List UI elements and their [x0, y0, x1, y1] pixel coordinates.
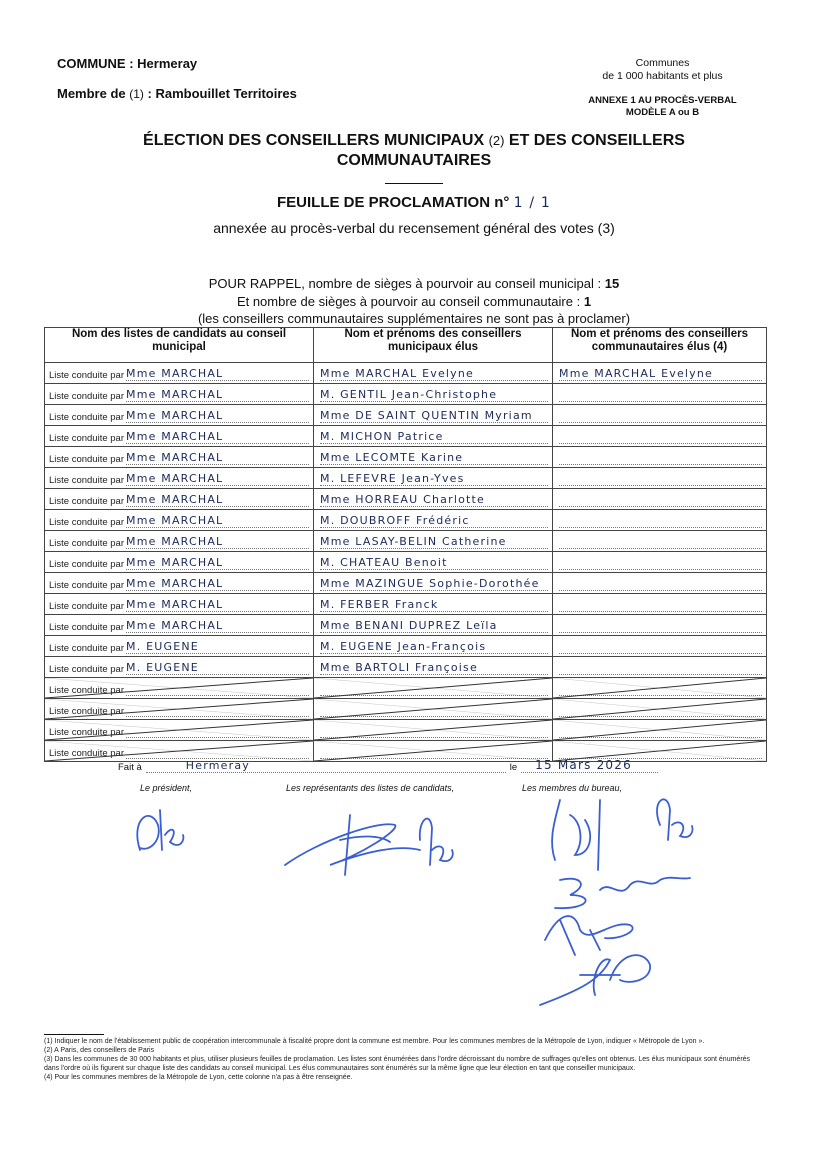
cell-municipal	[314, 489, 553, 510]
row-label: Liste conduite par	[49, 664, 124, 675]
cross-out-lines	[314, 699, 552, 719]
signatures	[0, 780, 827, 1020]
municipal-value: M. LEFEVRE Jean-Yves	[320, 472, 465, 485]
leader-value: Mme MARCHAL	[126, 388, 224, 401]
leader-value: Mme MARCHAL	[126, 472, 224, 485]
rappel	[60, 275, 768, 328]
cross-out-lines	[45, 720, 313, 740]
annex-line1: ANNEXE 1 AU PROCÈS-VERBAL	[588, 95, 737, 106]
sheet-title	[60, 194, 768, 211]
cell-leader	[45, 447, 314, 468]
cell-community	[553, 510, 767, 531]
title-divider	[385, 183, 443, 184]
cell-municipal	[314, 468, 553, 489]
row-label: Liste conduite par	[49, 685, 124, 696]
table-row	[45, 405, 767, 426]
table-row	[45, 615, 767, 636]
cell-leader	[45, 363, 314, 384]
cell-community	[553, 489, 767, 510]
cross-out-lines	[45, 699, 313, 719]
municipal-value: M. GENTIL Jean-Christophe	[320, 388, 498, 401]
table-row	[45, 363, 767, 384]
cell-leader	[45, 510, 314, 531]
representants-label: Les représentants des listes de candidats,	[286, 783, 455, 793]
cross-out-lines	[553, 678, 766, 698]
header-lists: Nom des listes de candidats au conseil municipal	[45, 328, 314, 363]
table-row	[45, 510, 767, 531]
footnote-1: (1) Indiquer le nom de l'établissement public de coopération intercommunale à fiscalité propre dont la commune est membre. Pour les communes membres de la Métropole de Lyon, indiquer « Métropole de Lyon ».	[44, 1038, 705, 1045]
cell-leader	[45, 573, 314, 594]
cross-out-lines	[314, 720, 552, 740]
category-line1: Communes	[635, 57, 690, 69]
municipal-seats: 15	[604, 276, 620, 291]
membre-note: (1)	[129, 87, 144, 101]
table-row	[45, 468, 767, 489]
table-row-crossed-out	[45, 678, 767, 699]
row-label: Liste conduite par	[49, 496, 124, 507]
commune-label: COMMUNE	[57, 56, 126, 71]
membre-line: Membre de (1) : Rambouillet Territoires	[57, 86, 297, 101]
municipal-value: M. FERBER Franck	[320, 598, 439, 611]
table-row-crossed-out	[45, 699, 767, 720]
cell-municipal	[314, 531, 553, 552]
header-municipal: Nom et prénoms des conseillers municipaux élus	[314, 328, 553, 363]
category	[570, 57, 755, 83]
signature-membre-5	[540, 955, 650, 1005]
commune-value: Hermeray	[137, 56, 198, 71]
cell-community	[553, 531, 767, 552]
cell-community	[553, 636, 767, 657]
cell-community	[553, 615, 767, 636]
community-seats: 1	[583, 293, 592, 309]
signature-representant-1	[285, 815, 420, 875]
municipal-value: Mme LECOMTE Karine	[320, 451, 464, 464]
proclamation-table	[44, 327, 767, 762]
municipal-value: M. DOUBROFF Frédéric	[320, 514, 470, 527]
cross-out-lines	[45, 678, 313, 698]
signature-president	[137, 810, 183, 850]
sheet-subtitle: annexée au procès-verbal du recensement général des votes (3)	[213, 220, 615, 236]
rappel-line2: Et nombre de sièges à pourvoir au conseil communautaire :	[236, 293, 581, 309]
leader-value: Mme MARCHAL	[126, 535, 224, 548]
cell-community	[553, 363, 767, 384]
leader-value: Mme MARCHAL	[126, 514, 224, 527]
table-row-crossed-out	[45, 720, 767, 741]
municipal-value: M. MICHON Patrice	[320, 430, 444, 443]
cell-leader	[45, 720, 314, 741]
le-label: le	[509, 762, 518, 773]
fait-line	[118, 758, 658, 773]
date-value: 15 Mars 2026	[535, 758, 632, 772]
cell-municipal	[314, 720, 553, 741]
row-label: Liste conduite par	[49, 412, 124, 423]
municipal-value: Mme BENANI DUPREZ Leïla	[320, 619, 498, 632]
page-title	[60, 131, 768, 171]
municipal-value: Mme DE SAINT QUENTIN Myriam	[320, 409, 533, 422]
cell-community	[553, 552, 767, 573]
title-line2: COMMUNAUTAIRES	[336, 152, 492, 169]
cell-municipal	[314, 699, 553, 720]
row-label: Liste conduite par	[49, 643, 124, 654]
cell-leader	[45, 552, 314, 573]
commune-line: COMMUNE : Hermeray	[57, 56, 198, 71]
community-value: Mme MARCHAL Evelyne	[559, 367, 714, 380]
row-label: Liste conduite par	[49, 727, 124, 738]
municipal-value: M. CHATEAU Benoit	[320, 556, 448, 569]
cell-community	[553, 573, 767, 594]
header-community: Nom et prénoms des conseillers communautaires élus (4)	[553, 328, 767, 363]
row-label: Liste conduite par	[49, 601, 124, 612]
signature-membre-3	[555, 878, 690, 908]
municipal-value: Mme MAZINGUE Sophie-Dorothée	[320, 577, 540, 590]
annex-line2: MODÈLE A ou B	[625, 107, 700, 118]
leader-value: Mme MARCHAL	[126, 451, 224, 464]
footnote-2: (2) A Paris, des conseillers de Paris	[44, 1047, 155, 1054]
membre-label: Membre de	[57, 86, 126, 101]
place-value: Hermeray	[185, 759, 250, 772]
municipal-value: Mme LASAY-BELIN Catherine	[320, 535, 507, 548]
cell-leader	[45, 531, 314, 552]
table-row	[45, 552, 767, 573]
footnote-divider	[44, 1034, 104, 1035]
table-row	[45, 531, 767, 552]
cell-community	[553, 447, 767, 468]
signature-representant-2	[420, 819, 453, 865]
row-label: Liste conduite par	[49, 622, 124, 633]
row-label: Liste conduite par	[49, 706, 124, 717]
leader-value: M. EUGENE	[126, 661, 199, 674]
cell-leader	[45, 657, 314, 678]
cell-leader	[45, 426, 314, 447]
signature-membre-1	[552, 800, 600, 870]
leader-value: M. EUGENE	[126, 640, 199, 653]
table-row	[45, 657, 767, 678]
municipal-value: Mme HORREAU Charlotte	[320, 493, 486, 506]
cell-leader	[45, 594, 314, 615]
cell-community	[553, 594, 767, 615]
signature-membre-2	[657, 799, 693, 840]
cell-leader	[45, 615, 314, 636]
cell-leader	[45, 699, 314, 720]
cell-municipal	[314, 363, 553, 384]
table-row	[45, 489, 767, 510]
cross-out-lines	[314, 678, 552, 698]
sheet-label: FEUILLE DE PROCLAMATION n°	[277, 194, 510, 211]
cell-leader	[45, 636, 314, 657]
footnote-4: (4) Pour les communes membres de la Métropole de Lyon, cette colonne n'a pas à être renseignée.	[44, 1074, 353, 1081]
leader-value: Mme MARCHAL	[126, 409, 224, 422]
title-line1: ÉLECTION DES CONSEILLERS MUNICIPAUX	[143, 132, 485, 149]
row-label: Liste conduite par	[49, 517, 124, 528]
signature-membre-4	[545, 916, 633, 955]
cell-municipal	[314, 615, 553, 636]
annex	[560, 95, 765, 119]
leader-value: Mme MARCHAL	[126, 598, 224, 611]
cell-leader	[45, 468, 314, 489]
president-label: Le président,	[140, 783, 193, 793]
cross-out-lines	[553, 720, 766, 740]
municipal-value: Mme MARCHAL Evelyne	[320, 367, 475, 380]
row-label: Liste conduite par	[49, 538, 124, 549]
cell-community	[553, 468, 767, 489]
cell-community	[553, 384, 767, 405]
leader-value: Mme MARCHAL	[126, 556, 224, 569]
cell-municipal	[314, 510, 553, 531]
row-label: Liste conduite par	[49, 559, 124, 570]
row-label: Liste conduite par	[49, 454, 124, 465]
cell-municipal	[314, 657, 553, 678]
table-row	[45, 447, 767, 468]
footnote-3: (3) Dans les communes de 30 000 habitants et plus, utiliser plusieurs feuilles de proclamation. Les listes sont énumérées dans l'ordre décroissant du nombre de suffrages qu'elles ont obtenus. Les élus municipaux sont énumérés dans l'ordre où ils figurent sur chaque liste des candidats au conseil municipal. Les élus communautaires sont énumérés sur la même ligne que leur élection en tant que conseiller municipaux.	[44, 1056, 751, 1072]
cell-leader	[45, 384, 314, 405]
row-label: Liste conduite par	[49, 433, 124, 444]
cell-community	[553, 426, 767, 447]
cell-municipal	[314, 678, 553, 699]
row-label: Liste conduite par	[49, 748, 124, 759]
cell-leader	[45, 489, 314, 510]
leader-value: Mme MARCHAL	[126, 367, 224, 380]
cell-community	[553, 657, 767, 678]
membre-value: Rambouillet Territoires	[155, 86, 297, 101]
title-note: (2)	[488, 133, 505, 148]
leader-value: Mme MARCHAL	[126, 619, 224, 632]
table-row	[45, 426, 767, 447]
cell-community	[553, 405, 767, 426]
cell-leader	[45, 405, 314, 426]
title-line1-end: ET DES CONSEILLERS	[508, 132, 685, 149]
rappel-line1: POUR RAPPEL, nombre de sièges à pourvoir au conseil municipal :	[208, 276, 602, 291]
sheet-number: 1 / 1	[513, 195, 551, 211]
cell-municipal	[314, 447, 553, 468]
municipal-value: M. EUGENE Jean-François	[320, 640, 487, 653]
row-label: Liste conduite par	[49, 391, 124, 402]
cell-community	[553, 699, 767, 720]
cell-municipal	[314, 552, 553, 573]
leader-value: Mme MARCHAL	[126, 493, 224, 506]
cell-municipal	[314, 426, 553, 447]
row-label: Liste conduite par	[49, 580, 124, 591]
table-row	[45, 636, 767, 657]
row-label: Liste conduite par	[49, 475, 124, 486]
fait-label: Fait à	[118, 762, 142, 773]
footnotes	[44, 1037, 764, 1082]
cell-community	[553, 678, 767, 699]
cell-municipal	[314, 636, 553, 657]
row-label: Liste conduite par	[49, 370, 124, 381]
cell-municipal	[314, 405, 553, 426]
category-line2: de 1 000 habitants et plus	[602, 70, 723, 82]
municipal-value: Mme BARTOLI Françoise	[320, 661, 478, 674]
leader-value: Mme MARCHAL	[126, 577, 224, 590]
table-row	[45, 594, 767, 615]
table-row	[45, 573, 767, 594]
cell-municipal	[314, 573, 553, 594]
cell-municipal	[314, 384, 553, 405]
cell-community	[553, 720, 767, 741]
cell-leader	[45, 678, 314, 699]
table-row	[45, 384, 767, 405]
cross-out-lines	[553, 699, 766, 719]
cell-municipal	[314, 594, 553, 615]
membres-label: Les membres du bureau,	[522, 783, 623, 793]
rappel-line3: (les conseillers communautaires supplémentaires ne sont pas à proclamer)	[197, 311, 631, 326]
leader-value: Mme MARCHAL	[126, 430, 224, 443]
